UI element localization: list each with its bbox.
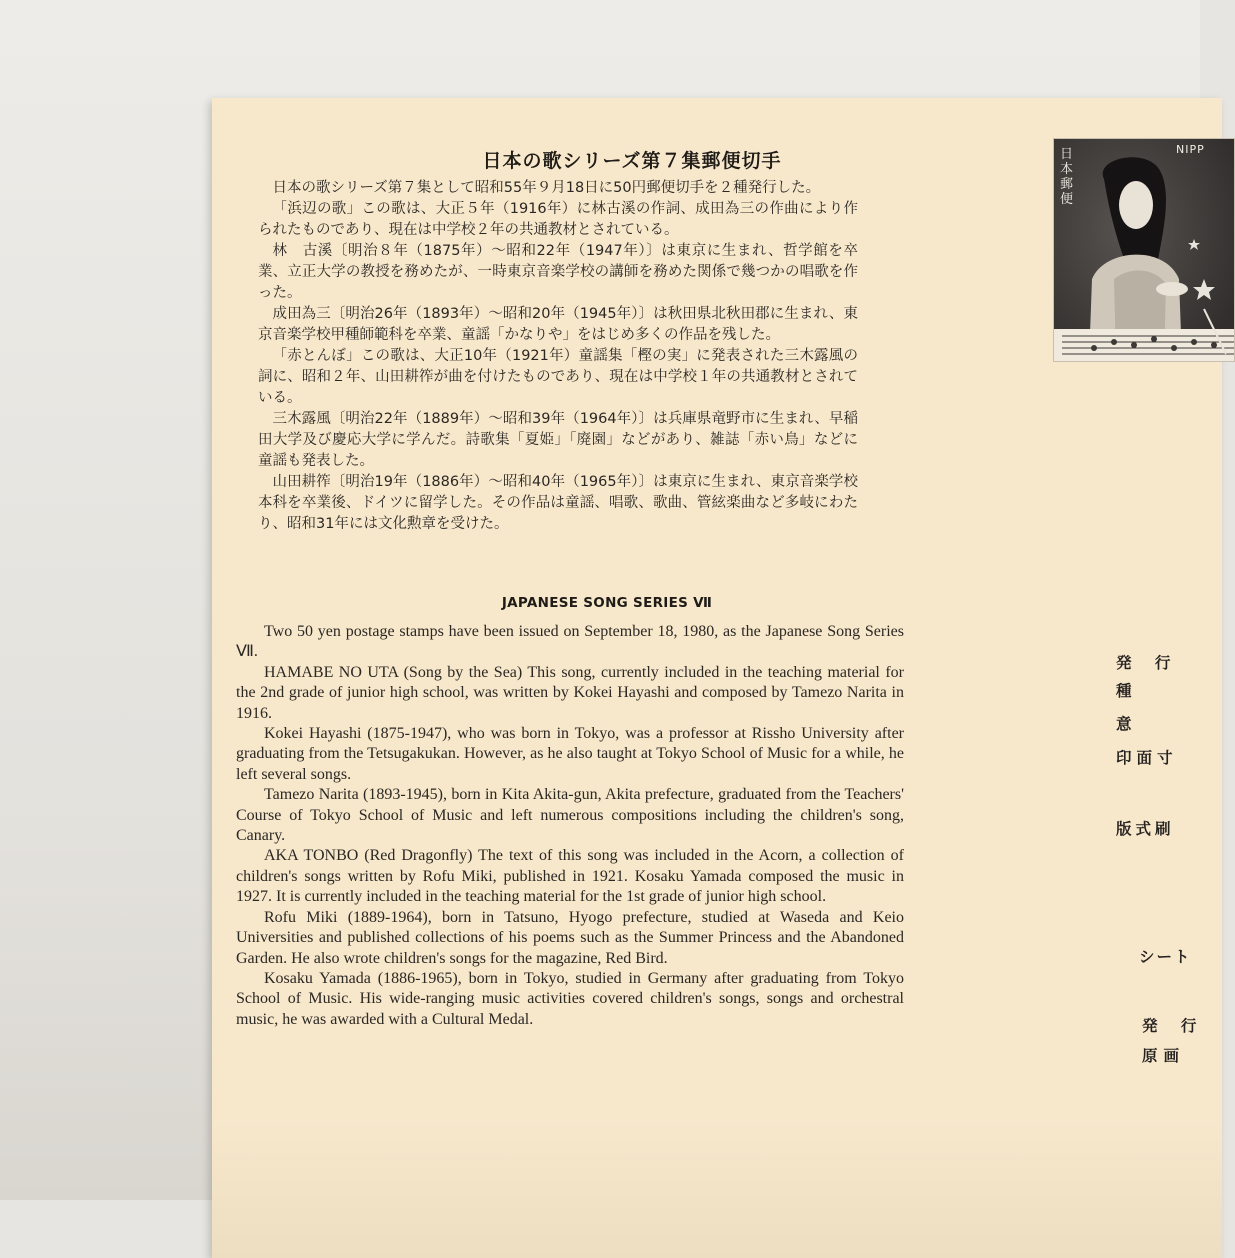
english-body [236, 622, 904, 1030]
japanese-paragraph: 成田為三〔明治26年（1893年）～昭和20年（1945年）〕は秋田県北秋田郡に生まれ、東京音楽学校甲種師範科を卒業、童謡「かなりや」をはじめ多くの作品を残した。 [258, 306, 858, 343]
stamp-country-jp: 日本郵便 [1060, 147, 1074, 207]
english-paragraph: Kokei Hayashi (1875-1947), who was born in Tokyo, was a professor at Rissho University after graduating from the Tetsugakukan. However, as he also taught at Tokyo School of Music for a while, he left several songs. [236, 725, 904, 783]
japanese-paragraph: 「浜辺の歌」この歌は、大正５年（1916年）に林古溪の作詞、成田為三の作曲により作られたものであり、現在は中学校２年の共通教材とされている。 [258, 201, 858, 238]
sheet-shadow [212, 1118, 1222, 1258]
spec-label-artwork: 原画 [1142, 1047, 1186, 1065]
japanese-paragraph: 「赤とんぼ」この歌は、大正10年（1921年）童謡集「樫の実」に発表された三木露風の詞に、昭和２年、山田耕筰が曲を付けたものであり、現在は中学校１年の共通教材とされている。 [258, 348, 858, 406]
japanese-paragraph: 三木露風〔明治22年（1889年）～昭和39年（1964年）〕は兵庫県竜野市に生まれ、早稲田大学及び慶応大学に学んだ。詩歌集「夏姫」「廃園」などがあり、雑誌「赤い鳥」などに童謡も発表した。 [258, 411, 858, 469]
spec-label-design: 意 [1116, 715, 1141, 733]
english-paragraph: Two 50 yen postage stamps have been issued on September 18, 1980, as the Japanese Song Series Ⅶ. [236, 623, 904, 661]
japanese-paragraph: 山田耕筰〔明治19年（1886年）～昭和40年（1965年）〕は東京に生まれ、東京音楽学校本科を卒業後、ドイツに留学した。その作品は童謡、唱歌、歌曲、管絃楽曲など多岐にわたり、昭和31年には文化勲章を受けた。 [258, 474, 858, 532]
japanese-title: 日本の歌シリーズ第７集郵便切手 [482, 150, 782, 172]
spec-label-type: 種 [1116, 682, 1141, 700]
stamp-country-en: NIPP [1176, 143, 1205, 156]
english-paragraph: HAMABE NO UTA (Song by the Sea) This song, currently included in the teaching material for the 2nd grade of junior high school, was written by Kokei Hayashi and composed by Tamezo Narita in 1916. [236, 663, 904, 722]
english-paragraph: AKA TONBO (Red Dragonfly) The text of this song was included in the Acorn, a collection of children's songs written by Rofu Miki, published in 1921. Kosaku Yamada composed the music in 1927. It is currently included in the teaching material for the 1st grade of junior high school. [236, 847, 904, 906]
japanese-paragraph: 日本の歌シリーズ第７集として昭和55年９月18日に50円郵便切手を２種発行した。 [272, 180, 821, 196]
spec-label-size: 印面寸 [1116, 749, 1178, 767]
spec-label-issuer: 発 行 [1142, 1017, 1206, 1035]
stamp-leaflet-sheet [212, 98, 1222, 1258]
english-paragraph: Rofu Miki (1889-1964), born in Tatsuno, Hyogo prefecture, studied at Waseda and Keio Universities and published collections of his poems such as the Summer Princess and the Abandoned Garden. He also wrote children's songs for the magazine, Red Bird. [236, 908, 904, 967]
japanese-body [258, 178, 858, 535]
english-title: JAPANESE SONG SERIES Ⅶ [501, 595, 713, 611]
english-paragraph: Kosaku Yamada (1886-1965), born in Tokyo, studied in Germany after graduating from Tokyo School of Music. His wide-ranging music activities covered children's songs, songs and orchestral music, he was awarded with a Cultural Medal. [236, 969, 904, 1028]
stamp-image [1053, 138, 1235, 362]
spec-label-printing: 版式刷 [1116, 820, 1175, 838]
spec-label-sheet: シート [1139, 948, 1192, 966]
stamp-illustration [1054, 139, 1234, 361]
japanese-paragraph: 林 古溪〔明治８年（1875年）～昭和22年（1947年）〕は東京に生まれ、哲学館を卒業、立正大学の教授を務めたが、一時東京音楽学校の講師を務めた関係で幾つかの唱歌を作った。 [258, 243, 858, 301]
spec-label-issue-date: 発 行 [1116, 654, 1180, 672]
english-paragraph: Tamezo Narita (1893-1945), born in Kita Akita-gun, Akita prefecture, graduated from the Teachers' Course of Tokyo School of Music and left numerous compositions including the children's song, Canary. [236, 786, 904, 845]
